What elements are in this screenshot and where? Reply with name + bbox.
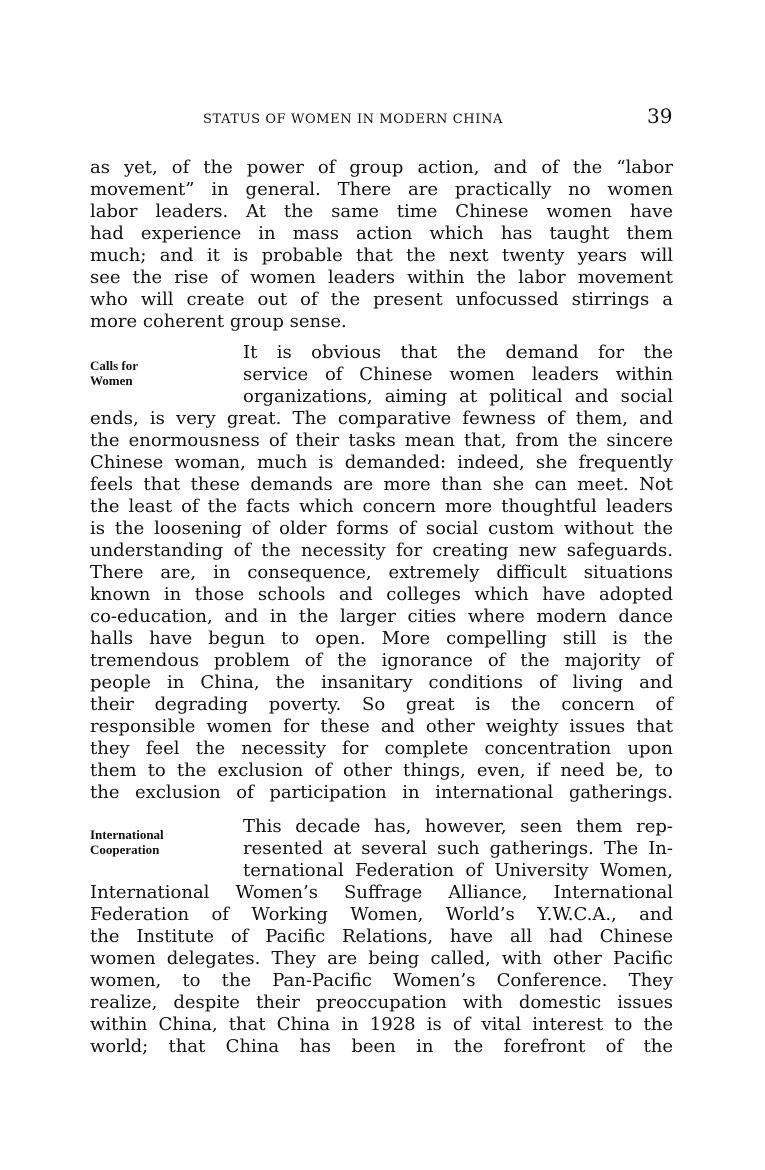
margin-note-international-cooperation: [90, 827, 230, 857]
text-line: responsible women for these and other weighty issues that: [90, 716, 673, 737]
text-line: women, to the Pan-Pacific Women’s Conference. They: [90, 970, 673, 991]
text-line: co-education, and in the larger cities where modern dance: [90, 606, 673, 627]
text-line: is the loosening of older forms of social custom without the: [90, 518, 673, 539]
text-line: realize, despite their preoccupation with domestic issues: [90, 992, 673, 1013]
text-line: the Institute of Pacific Relations, have all had Chinese: [90, 926, 673, 947]
text-line: It is obvious that the demand for the: [243, 342, 673, 363]
text-line: their degrading poverty. So great is the concern of: [90, 694, 673, 715]
text-line: known in those schools and colleges which have adopted: [90, 584, 673, 605]
running-title: STATUS OF WOMEN IN MODERN CHINA: [203, 112, 503, 127]
margin-note-line: Women: [90, 373, 133, 388]
text-line: organizations, aiming at political and social: [243, 386, 673, 407]
text-line: Federation of Working Women, World’s Y.W.C.A., and: [90, 904, 673, 925]
text-line: This decade has, however, seen them rep-: [243, 816, 673, 837]
margin-note-line: International: [90, 827, 164, 842]
text-line: ends, is very great. The comparative fewness of them, and: [90, 408, 673, 429]
text-line: who will create out of the present unfocussed stirrings a: [90, 289, 673, 310]
margin-note-calls-for-women: [90, 358, 230, 388]
text-line: the least of the facts which concern more thoughtful leaders: [90, 496, 673, 517]
text-line: labor leaders. At the same time Chinese women have: [90, 201, 673, 222]
margin-note-line: Calls for: [90, 358, 139, 373]
margin-note-line: Cooperation: [90, 842, 160, 857]
text-line: Chinese woman, much is demanded: indeed, she frequently: [90, 452, 673, 473]
text-line: understanding of the necessity for creating new safeguards.: [90, 540, 673, 561]
text-line: they feel the necessity for complete concentration upon: [90, 738, 673, 759]
page-number: 39: [647, 104, 673, 128]
text-line: women delegates. They are being called, with other Pacific: [90, 948, 673, 969]
text-line: There are, in consequence, extremely difficult situations: [90, 562, 673, 583]
text-line: the exclusion of participation in international gatherings.: [90, 782, 673, 803]
text-line: see the rise of women leaders within the labor movement: [90, 267, 673, 288]
text-line: within China, that China in 1928 is of vital interest to the: [90, 1014, 673, 1035]
text-line: halls have begun to open. More compelling still is the: [90, 628, 673, 649]
text-line: as yet, of the power of group action, and of the “labor: [90, 157, 673, 178]
text-line: service of Chinese women leaders within: [243, 364, 673, 385]
text-line: people in China, the insanitary conditions of living and: [90, 672, 673, 693]
text-line: International Women’s Suffrage Alliance, International: [90, 882, 673, 903]
text-line: had experience in mass action which has taught them: [90, 223, 673, 244]
text-line: world; that China has been in the forefront of the: [90, 1036, 673, 1057]
text-line: tremendous problem of the ignorance of the majority of: [90, 650, 673, 671]
text-line: much; and it is probable that the next twenty years will: [90, 245, 673, 266]
text-line: the enormousness of their tasks mean that, from the sincere: [90, 430, 673, 451]
text-line: ternational Federation of University Women,: [243, 860, 673, 881]
text-line: feels that these demands are more than she can meet. Not: [90, 474, 673, 495]
text-line: resented at several such gatherings. The In-: [243, 838, 673, 859]
text-line: more coherent group sense.: [90, 311, 347, 332]
text-line: movement” in general. There are practically no women: [90, 179, 673, 200]
text-line: them to the exclusion of other things, even, if need be, to: [90, 760, 673, 781]
